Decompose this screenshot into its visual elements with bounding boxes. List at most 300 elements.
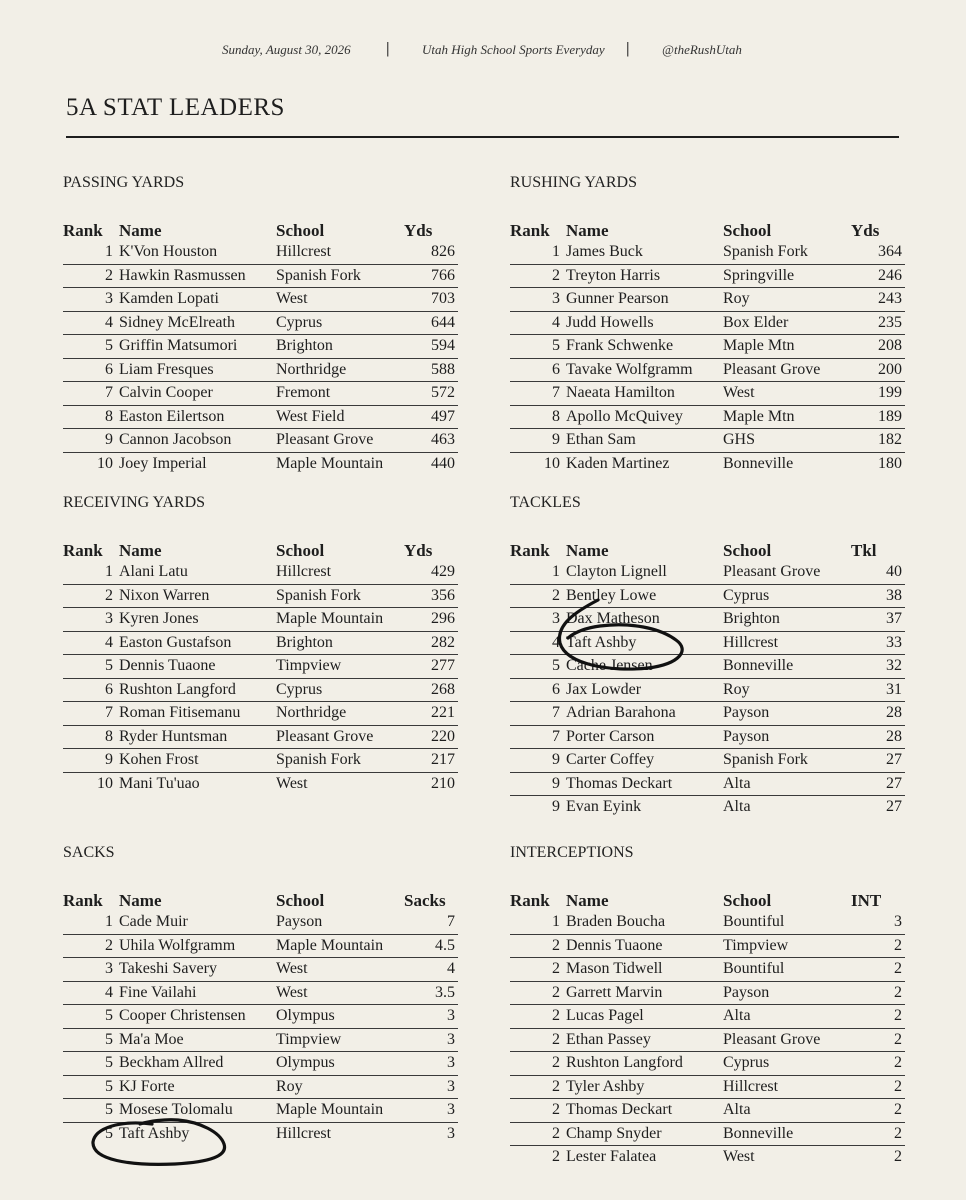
school-cell: Maple Mountain [276,608,404,632]
school-cell: Box Elder [723,311,851,335]
school-cell: Northridge [276,358,404,382]
value-cell: 463 [404,429,458,453]
school-cell: Alta [723,772,851,796]
school-cell: Hillcrest [276,561,404,584]
rank-cell: 6 [510,678,566,702]
header-name: Name [566,541,609,560]
table-row [63,311,458,335]
school-cell: Alta [723,798,751,816]
name-cell: Taft Ashby [119,1124,190,1142]
school-cell: Pleasant Grove [723,1028,851,1052]
table-row [63,655,458,679]
rank-cell: 2 [510,1099,566,1123]
name-cell: Dax Matheson [566,608,723,632]
rank-cell: 7 [510,702,566,726]
name-cell: Alani Latu [119,561,276,584]
section-title: RUSHING YARDS [510,174,637,191]
school-cell: Bonneville [723,655,851,679]
section-title: RECEIVING YARDS [63,494,206,511]
rank-cell: 4 [510,631,566,655]
school-cell: Brighton [723,608,851,632]
rank-cell: 6 [63,358,119,382]
name-cell: Tavake Wolfgramm [566,358,723,382]
rank-cell: 9 [510,429,566,453]
name-cell: Ryder Huntsman [119,725,276,749]
school-cell: Spanish Fork [276,264,404,288]
value-cell: 588 [404,358,458,382]
rank-cell: 10 [97,774,113,792]
page-title: 5A STAT LEADERS [66,94,285,121]
value-cell: 364 [851,241,905,264]
school-cell: Bountiful [723,911,851,934]
school-cell: Fremont [276,382,404,406]
rank-cell: 2 [510,981,566,1005]
school-cell: Maple Mountain [276,1099,404,1123]
table-row [510,358,905,382]
rank-cell: 7 [63,702,119,726]
value-cell: 429 [404,561,458,584]
rank-cell: 7 [510,725,566,749]
table-row [510,452,905,475]
value-cell: 243 [851,288,905,312]
table-row [510,981,905,1005]
school-cell: Timpview [276,1028,404,1052]
name-cell: Apollo McQuivey [566,405,723,429]
masthead-date: Sunday, August 30, 2026 [222,42,351,57]
school-cell: Brighton [276,631,404,655]
name-cell: Tyler Ashby [566,1075,723,1099]
value-cell: 2 [851,1005,905,1029]
rank-cell: 2 [63,264,119,288]
value-cell: 27 [851,749,905,773]
section-title: TACKLES [510,494,581,511]
school-cell: Hillcrest [276,241,404,264]
rank-cell: 2 [63,934,119,958]
value-cell: 208 [851,335,905,359]
name-cell: Garrett Marvin [566,981,723,1005]
value-cell: 37 [851,608,905,632]
masthead-handle: @theRushUtah [662,42,742,57]
rank-cell: 5 [63,655,119,679]
rank-cell: 1 [63,241,119,264]
name-cell: Ma'a Moe [119,1028,276,1052]
header-rank: Rank [510,891,550,910]
name-cell: Taft Ashby [566,631,723,655]
rank-cell: 2 [510,1028,566,1052]
name-cell: Ethan Passey [566,1028,723,1052]
name-cell: Naeata Hamilton [566,382,723,406]
header-name: Name [119,541,162,560]
name-cell: Sidney McElreath [119,311,276,335]
value-cell: 277 [404,655,458,679]
school-cell: Payson [723,981,851,1005]
value-cell: 2 [851,1075,905,1099]
rank-cell: 3 [63,608,119,632]
rank-cell: 9 [510,749,566,773]
name-cell: Roman Fitisemanu [119,702,276,726]
school-cell: Springville [723,264,851,288]
section-title: SACKS [63,844,115,861]
school-cell: Olympus [276,1005,404,1029]
rank-cell: 4 [63,311,119,335]
school-cell: West [276,958,404,982]
name-cell: Clayton Lignell [566,561,723,584]
table-row [510,429,905,453]
name-cell: Mani Tu'uao [119,774,200,792]
value-cell: 31 [851,678,905,702]
value-cell: 210 [431,774,455,792]
name-cell: Cade Muir [119,911,276,934]
rank-cell: 4 [63,981,119,1005]
section-passing-yards [63,173,458,475]
table-row [510,958,905,982]
school-cell: Hillcrest [723,631,851,655]
header-name: Name [566,891,609,910]
header-value: Yds [404,221,433,240]
value-cell: 703 [404,288,458,312]
name-cell: Kyren Jones [119,608,276,632]
table-row [63,382,458,406]
school-cell: Olympus [276,1052,404,1076]
name-cell: Kamden Lopati [119,288,276,312]
name-cell: Dennis Tuaone [119,655,276,679]
table-row [510,241,905,264]
name-cell: Gunner Pearson [566,288,723,312]
table-row [63,934,458,958]
name-cell: K'Von Houston [119,241,276,264]
stat-table [510,217,905,475]
value-cell: 200 [851,358,905,382]
value-cell: 4 [404,958,458,982]
table-row [510,655,905,679]
table-header-row [510,887,905,911]
name-cell: Adrian Barahona [566,702,723,726]
rank-cell: 5 [63,1052,119,1076]
school-cell: West [276,774,308,792]
section-sacks [63,843,458,1145]
school-cell: Cyprus [723,1052,851,1076]
value-cell: 32 [851,655,905,679]
table-header-row [63,537,458,561]
value-cell: 3 [404,1005,458,1029]
table-row [63,631,458,655]
rank-cell: 2 [510,1122,566,1146]
table-row [63,1052,458,1076]
value-cell: 2 [851,1052,905,1076]
name-cell: Treyton Harris [566,264,723,288]
school-cell: Hillcrest [276,1124,332,1142]
rank-cell: 9 [63,749,119,773]
header-value: Sacks [404,891,446,910]
name-cell: Griffin Matsumori [119,335,276,359]
rank-cell: 5 [63,1075,119,1099]
section-interceptions [510,843,905,1169]
school-cell: Brighton [276,335,404,359]
name-cell: Nixon Warren [119,584,276,608]
name-cell: James Buck [566,241,723,264]
value-cell: 497 [404,405,458,429]
value-cell: 3 [404,1052,458,1076]
name-cell: Jax Lowder [566,678,723,702]
rank-cell: 3 [510,288,566,312]
value-cell: 644 [404,311,458,335]
value-cell: 246 [851,264,905,288]
value-cell: 220 [404,725,458,749]
rank-cell: 9 [63,429,119,453]
name-cell: Carter Coffey [566,749,723,773]
school-cell: Alta [723,1099,851,1123]
school-cell: Pleasant Grove [276,429,404,453]
value-cell: 4.5 [404,934,458,958]
table-row [510,796,905,819]
table-row [63,1005,458,1029]
title-rule [66,136,899,138]
rank-cell: 10 [97,454,113,472]
table-row [63,749,458,773]
school-cell: Roy [276,1075,404,1099]
header-school: School [276,221,325,240]
name-cell: KJ Forte [119,1075,276,1099]
name-cell: Thomas Deckart [566,1099,723,1123]
name-cell: Cooper Christensen [119,1005,276,1029]
rank-cell: 5 [63,1028,119,1052]
table-header-row [63,217,458,241]
table-row [510,749,905,773]
header-rank: Rank [63,221,103,240]
name-cell: Easton Eilertson [119,405,276,429]
table-row [63,1075,458,1099]
section-rushing-yards [510,173,905,475]
header-school: School [723,891,772,910]
name-cell: Kohen Frost [119,749,276,773]
table-row [510,335,905,359]
value-cell: 282 [404,631,458,655]
table-header-row [510,217,905,241]
rank-cell: 9 [510,772,566,796]
school-cell: Hillcrest [723,1075,851,1099]
value-cell: 182 [851,429,905,453]
table-row [63,288,458,312]
header-value: Yds [851,221,880,240]
table-row [510,1075,905,1099]
table-row [510,702,905,726]
rank-cell: 1 [510,241,566,264]
header-name: Name [119,891,162,910]
rank-cell: 7 [63,382,119,406]
school-cell: West [276,981,404,1005]
table-row [510,772,905,796]
table-row [63,405,458,429]
value-cell: 27 [886,798,902,816]
rank-cell: 2 [63,584,119,608]
school-cell: Bonneville [723,454,794,472]
masthead-publication: Utah High School Sports Everyday [422,42,605,57]
school-cell: GHS [723,429,851,453]
school-cell: Roy [723,288,851,312]
school-cell: Timpview [723,934,851,958]
table-row [510,934,905,958]
table-row [63,358,458,382]
name-cell: Dennis Tuaone [566,934,723,958]
value-cell: 3 [851,911,905,934]
table-row [63,1099,458,1123]
name-cell: Braden Boucha [566,911,723,934]
rank-cell: 8 [63,725,119,749]
name-cell: Joey Imperial [119,454,207,472]
table-row [510,1122,905,1146]
rank-cell: 2 [510,1075,566,1099]
school-cell: Maple Mountain [276,454,384,472]
value-cell: 28 [851,702,905,726]
name-cell: Bentley Lowe [566,584,723,608]
table-row [63,981,458,1005]
name-cell: Kaden Martinez [566,454,670,472]
value-cell: 2 [851,934,905,958]
table-row [63,1028,458,1052]
school-cell: Cyprus [276,678,404,702]
value-cell: 235 [851,311,905,335]
rank-cell: 2 [510,1005,566,1029]
masthead-divider: | [386,40,390,57]
school-cell: West Field [276,405,404,429]
rank-cell: 2 [510,1052,566,1076]
name-cell: Judd Howells [566,311,723,335]
header-rank: Rank [63,891,103,910]
name-cell: Calvin Cooper [119,382,276,406]
name-cell: Hawkin Rasmussen [119,264,276,288]
value-cell: 440 [431,454,455,472]
table-row [63,561,458,584]
rank-cell: 2 [510,264,566,288]
value-cell: 28 [851,725,905,749]
school-cell: Bountiful [723,958,851,982]
table-row [63,429,458,453]
rank-cell: 6 [63,678,119,702]
header-value: INT [851,891,882,910]
table-row [510,311,905,335]
name-cell: Lucas Pagel [566,1005,723,1029]
table-row [63,608,458,632]
school-cell: Timpview [276,655,404,679]
school-cell: Maple Mountain [276,934,404,958]
rank-cell: 5 [63,335,119,359]
table-row [63,264,458,288]
school-cell: Spanish Fork [276,749,404,773]
rank-cell: 6 [510,358,566,382]
name-cell: Evan Eyink [566,798,642,816]
school-cell: Spanish Fork [723,241,851,264]
value-cell: 2 [851,1122,905,1146]
name-cell: Rushton Langford [566,1052,723,1076]
table-row [63,452,458,475]
value-cell: 594 [404,335,458,359]
name-cell: Rushton Langford [119,678,276,702]
table-row [510,561,905,584]
rank-cell: 5 [63,1099,119,1123]
header-school: School [276,891,325,910]
value-cell: 3 [404,1099,458,1123]
rank-cell: 8 [510,405,566,429]
value-cell: 3 [404,1028,458,1052]
table-row [510,608,905,632]
name-cell: Mason Tidwell [566,958,723,982]
header-name: Name [119,221,162,240]
value-cell: 7 [404,911,458,934]
table-row [510,631,905,655]
table-row [63,241,458,264]
rank-cell: 5 [63,1005,119,1029]
header-rank: Rank [510,541,550,560]
value-cell: 296 [404,608,458,632]
school-cell: Northridge [276,702,404,726]
value-cell: 3.5 [404,981,458,1005]
rank-cell: 1 [63,911,119,934]
name-cell: Takeshi Savery [119,958,276,982]
school-cell: Pleasant Grove [276,725,404,749]
value-cell: 356 [404,584,458,608]
table-row [510,264,905,288]
value-cell: 221 [404,702,458,726]
name-cell: Beckham Allred [119,1052,276,1076]
header-rank: Rank [510,221,550,240]
rank-cell: 3 [510,608,566,632]
rank-cell: 2 [510,584,566,608]
name-cell: Liam Fresques [119,358,276,382]
rank-cell: 10 [544,454,560,472]
table-row [510,1052,905,1076]
name-cell: Porter Carson [566,725,723,749]
name-cell: Thomas Deckart [566,772,723,796]
rank-cell: 5 [510,335,566,359]
table-header-row [510,537,905,561]
name-cell: Easton Gustafson [119,631,276,655]
school-cell: Maple Mtn [723,405,851,429]
header-school: School [276,541,325,560]
value-cell: 33 [851,631,905,655]
table-row [510,1099,905,1123]
section-tackles [510,493,905,819]
rank-cell: 9 [552,798,560,816]
value-cell: 2 [894,1148,902,1166]
name-cell: Cache Jensen [566,655,723,679]
header-school: School [723,541,772,560]
rank-cell: 5 [105,1124,113,1142]
rank-cell: 4 [510,311,566,335]
table-row [63,772,458,795]
section-receiving-yards [63,493,458,795]
school-cell: Cyprus [276,311,404,335]
rank-cell: 3 [63,958,119,982]
school-cell: Spanish Fork [723,749,851,773]
school-cell: West [723,382,851,406]
name-cell: Lester Falatea [566,1148,657,1166]
name-cell: Cannon Jacobson [119,429,276,453]
name-cell: Uhila Wolfgramm [119,934,276,958]
rank-cell: 7 [510,382,566,406]
value-cell: 2 [851,958,905,982]
stat-table [63,537,458,795]
value-cell: 2 [851,1099,905,1123]
school-cell: Pleasant Grove [723,561,851,584]
table-row [63,702,458,726]
stat-table [63,217,458,475]
header-value: Tkl [851,541,877,560]
table-row [510,1005,905,1029]
rank-cell: 2 [552,1148,560,1166]
rank-cell: 3 [63,288,119,312]
value-cell: 189 [851,405,905,429]
section-title: INTERCEPTIONS [510,844,634,861]
